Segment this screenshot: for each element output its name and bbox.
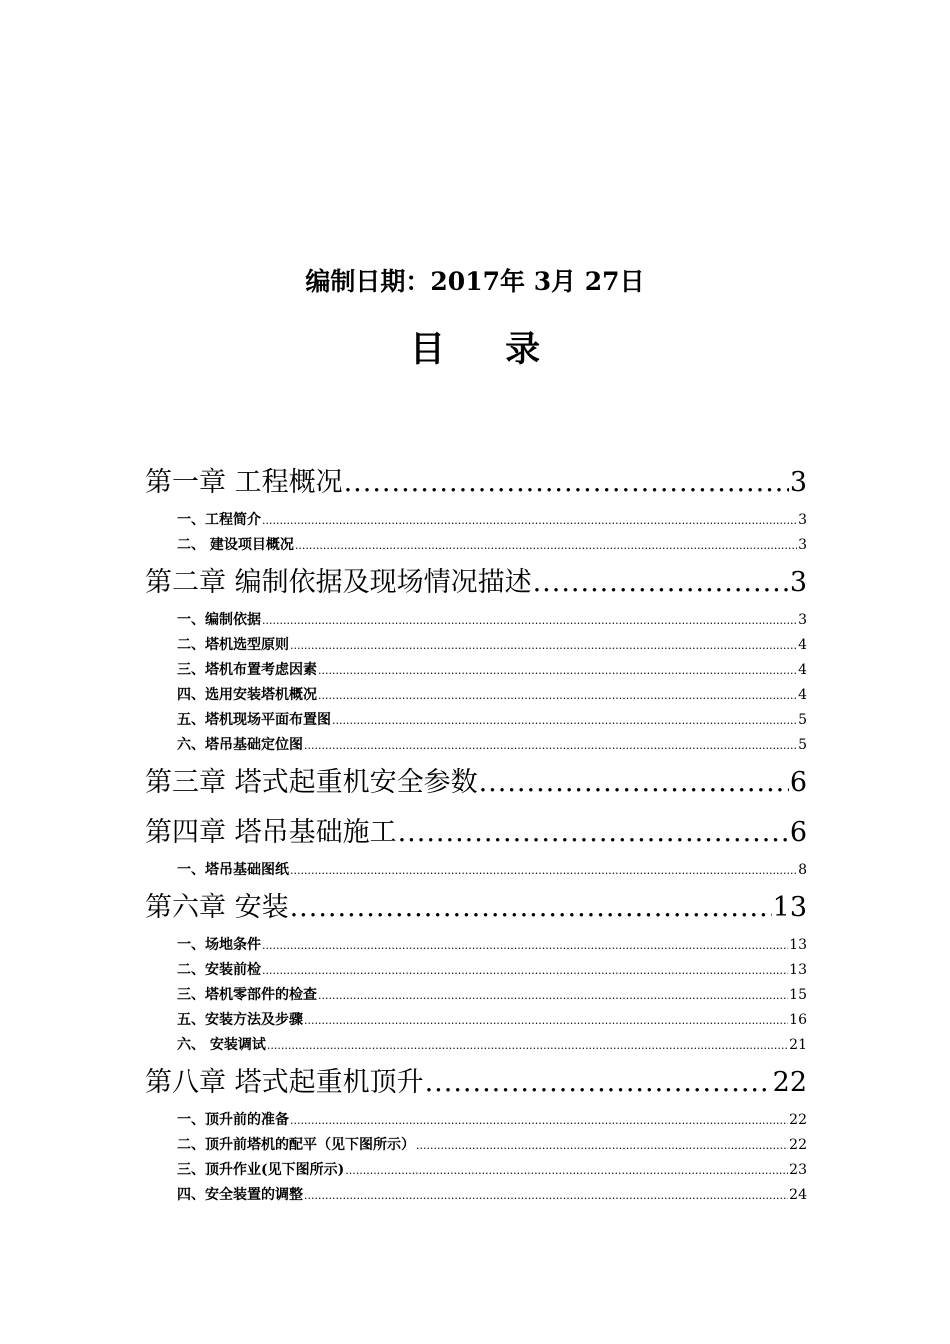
toc-section-label: 二、 建设项目概况 bbox=[177, 537, 294, 553]
toc-page-number: 4 bbox=[798, 687, 807, 703]
toc-chapter[interactable] bbox=[145, 808, 807, 858]
toc-chapter-label: 第三章 塔式起重机安全参数 bbox=[145, 767, 478, 798]
toc-chapter[interactable] bbox=[145, 458, 807, 508]
toc-section-label: 一、工程简介 bbox=[177, 512, 261, 528]
toc-page-number: 4 bbox=[798, 637, 807, 653]
toc-page-number: 13 bbox=[789, 937, 807, 953]
toc-chapter[interactable] bbox=[145, 1058, 807, 1108]
leader-dots bbox=[290, 633, 797, 658]
toc-section[interactable] bbox=[145, 658, 807, 683]
toc-section-label: 三、塔机布置考虑因素 bbox=[177, 662, 317, 678]
leader-dots bbox=[318, 658, 797, 683]
toc-page-number: 15 bbox=[789, 987, 807, 1003]
toc-chapter-label: 第八章 塔式起重机顶升 bbox=[145, 1067, 424, 1098]
toc-chapter-label: 第一章 工程概况 bbox=[145, 467, 343, 498]
leader-dots bbox=[416, 1133, 788, 1158]
toc-page-number: 8 bbox=[798, 862, 807, 878]
toc-section-label: 二、塔机选型原则 bbox=[177, 637, 289, 653]
toc-page-number: 6 bbox=[789, 817, 807, 848]
toc-section[interactable] bbox=[145, 1033, 807, 1058]
leader-dots bbox=[345, 1158, 788, 1183]
toc-section[interactable] bbox=[145, 608, 807, 633]
toc-page-number: 5 bbox=[798, 712, 807, 728]
toc-page-number: 16 bbox=[789, 1012, 807, 1028]
leader-dots bbox=[295, 533, 797, 558]
leader-dots bbox=[262, 933, 788, 958]
toc-page-number: 3 bbox=[798, 612, 807, 628]
toc-chapter[interactable] bbox=[145, 883, 807, 933]
toc-page-number: 22 bbox=[789, 1112, 807, 1128]
toc-page-number: 13 bbox=[772, 892, 807, 923]
toc-section-label: 四、安全装置的调整 bbox=[177, 1187, 303, 1203]
toc-chapter[interactable] bbox=[145, 558, 807, 608]
toc-section-label: 五、安装方法及步骤 bbox=[177, 1012, 303, 1028]
toc-section-label: 二、顶升前塔机的配平（见下图所示） bbox=[177, 1137, 415, 1153]
toc-section-label: 五、塔机现场平面布置图 bbox=[177, 712, 331, 728]
leader-dots bbox=[262, 958, 788, 983]
toc-page-number: 13 bbox=[789, 962, 807, 978]
toc-page-number: 4 bbox=[798, 662, 807, 678]
leader-dots bbox=[425, 1058, 772, 1108]
toc-page-number: 23 bbox=[789, 1162, 807, 1178]
toc-page-number: 24 bbox=[789, 1187, 807, 1203]
toc-section[interactable] bbox=[145, 983, 807, 1008]
leader-dots bbox=[318, 983, 788, 1008]
toc-page-number: 22 bbox=[772, 1067, 807, 1098]
leader-dots bbox=[318, 683, 797, 708]
toc-section[interactable] bbox=[145, 1133, 807, 1158]
leader-dots bbox=[332, 708, 797, 733]
toc-page-number: 6 bbox=[789, 767, 807, 798]
leader-dots bbox=[398, 808, 789, 858]
leader-dots bbox=[290, 858, 797, 883]
toc-section-label: 三、塔机零部件的检查 bbox=[177, 987, 317, 1003]
toc-page-number: 5 bbox=[798, 737, 807, 753]
toc-section[interactable] bbox=[145, 1183, 807, 1208]
toc-section[interactable] bbox=[145, 1008, 807, 1033]
toc-section-label: 六、 安装调试 bbox=[177, 1037, 266, 1053]
toc-page-number: 3 bbox=[789, 567, 807, 598]
toc-chapter-label: 第六章 安装 bbox=[145, 892, 289, 923]
leader-dots bbox=[262, 608, 797, 633]
toc-page-number: 21 bbox=[789, 1037, 807, 1053]
toc-section-label: 四、选用安装塔机概况 bbox=[177, 687, 317, 703]
toc-section[interactable] bbox=[145, 733, 807, 758]
leader-dots bbox=[290, 883, 772, 933]
leader-dots bbox=[262, 508, 797, 533]
toc-section-label: 一、场地条件 bbox=[177, 937, 261, 953]
toc-chapter-label: 第二章 编制依据及现场情况描述 bbox=[145, 567, 532, 598]
leader-dots bbox=[304, 1183, 788, 1208]
toc-section[interactable] bbox=[145, 708, 807, 733]
leader-dots bbox=[304, 1008, 788, 1033]
compile-date: 编制日期：2017年 3月 27日 bbox=[305, 267, 645, 296]
toc-section[interactable] bbox=[145, 633, 807, 658]
toc-page-number: 3 bbox=[789, 467, 807, 498]
toc-section[interactable] bbox=[145, 858, 807, 883]
toc-section[interactable] bbox=[145, 933, 807, 958]
toc-section[interactable] bbox=[145, 683, 807, 708]
toc-section-label: 一、塔吊基础图纸 bbox=[177, 862, 289, 878]
table-of-contents bbox=[145, 458, 807, 1208]
toc-section-label: 三、顶升作业(见下图所示) bbox=[177, 1162, 345, 1178]
leader-dots bbox=[304, 733, 797, 758]
toc-chapter-label: 第四章 塔吊基础施工 bbox=[145, 817, 397, 848]
toc-section-label: 一、顶升前的准备 bbox=[177, 1112, 289, 1128]
leader-dots bbox=[344, 458, 789, 508]
toc-section-label: 一、编制依据 bbox=[177, 612, 261, 628]
toc-section[interactable] bbox=[145, 1108, 807, 1133]
toc-page-number: 22 bbox=[789, 1137, 807, 1153]
leader-dots bbox=[290, 1108, 788, 1133]
toc-title: 目 录 bbox=[409, 329, 565, 370]
leader-dots bbox=[267, 1033, 788, 1058]
toc-section[interactable] bbox=[145, 533, 807, 558]
toc-section[interactable] bbox=[145, 1158, 807, 1183]
toc-section[interactable] bbox=[145, 958, 807, 983]
toc-page-number: 3 bbox=[798, 537, 807, 553]
toc-page-number: 3 bbox=[798, 512, 807, 528]
toc-section[interactable] bbox=[145, 508, 807, 533]
toc-section-label: 六、塔吊基础定位图 bbox=[177, 737, 303, 753]
leader-dots bbox=[479, 758, 789, 808]
toc-section-label: 二、安装前检 bbox=[177, 962, 261, 978]
toc-chapter[interactable] bbox=[145, 758, 807, 808]
leader-dots bbox=[533, 558, 789, 608]
